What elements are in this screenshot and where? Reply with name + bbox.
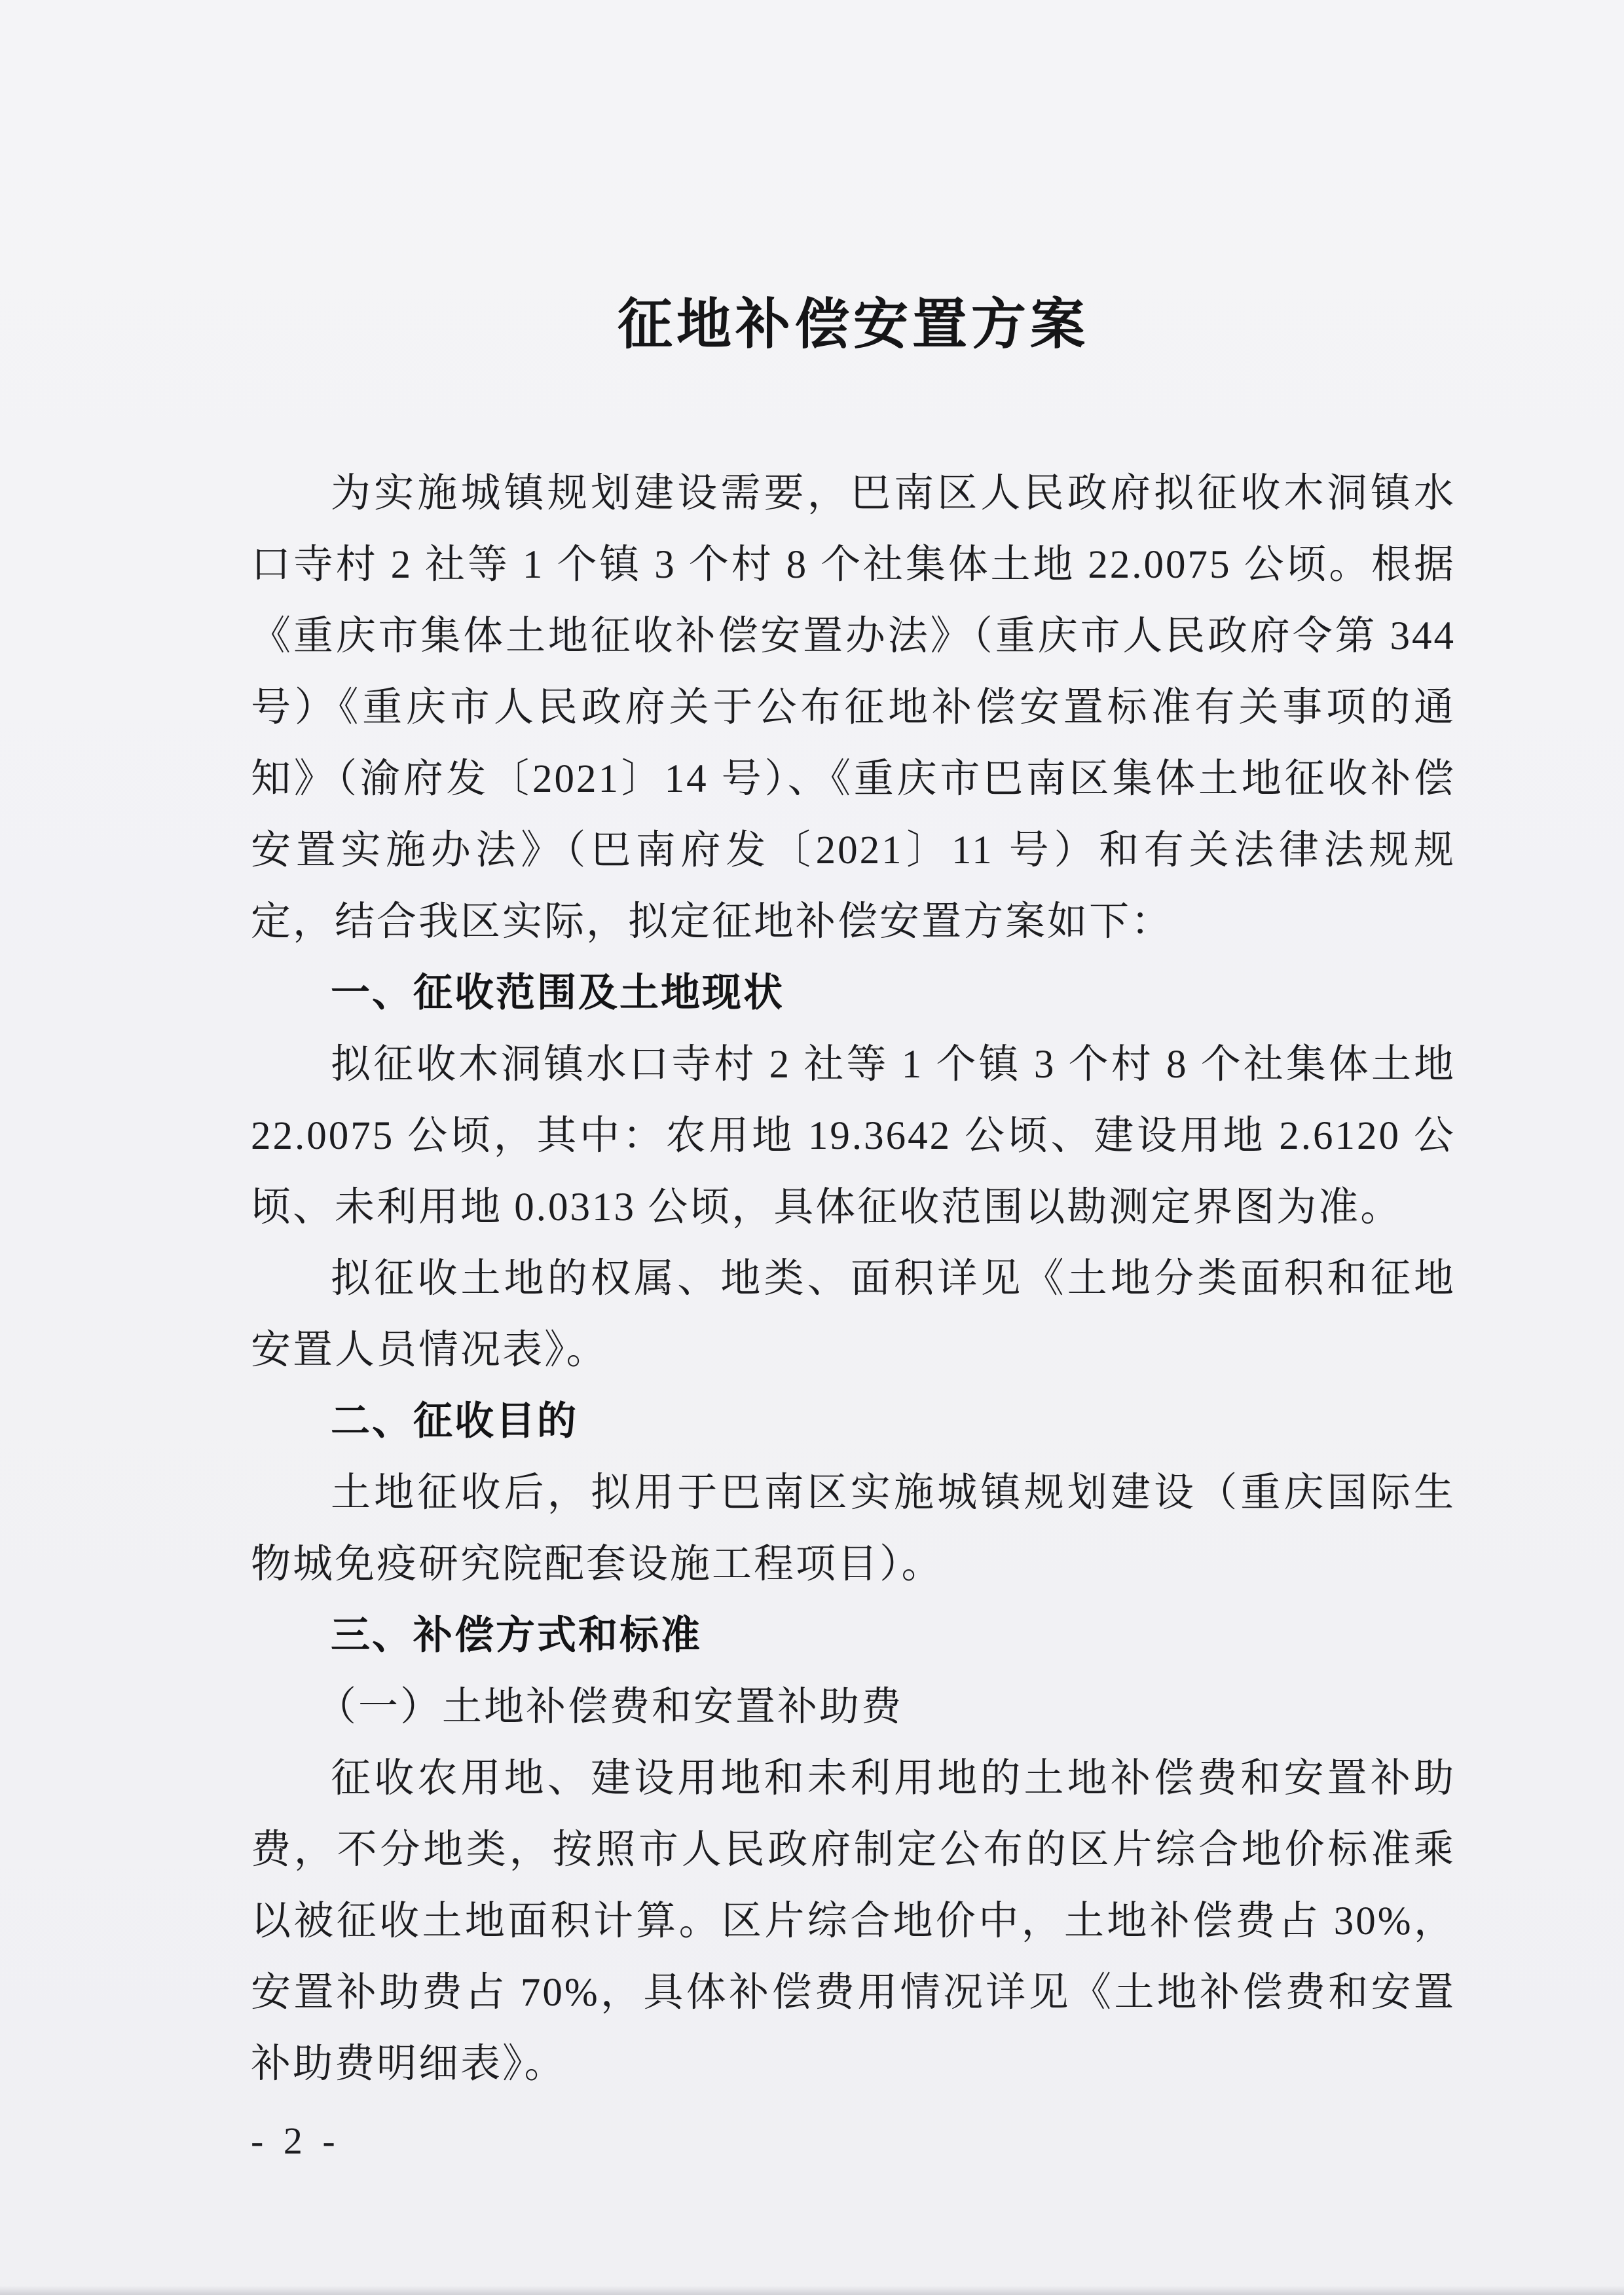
section-1-paragraph-2: 拟征收土地的权属、地类、面积详见《土地分类面积和征地安置人员情况表》。 <box>251 1257 1456 1373</box>
intro-paragraph: 为实施城镇规划建设需要，巴南区人民政府拟征收木洞镇水口寺村 2 社等 1 个镇 3 个村 8 个社集体土地 22.0075 公顷。根据《重庆市集体土地征收补偿安置办法》（重庆市人民政府令第 344 号）《重庆市人民政府关于公布征地补偿安置标准有关事项的通知》（渝府发〔2021〕14 号）、《重庆市巴南区集体土地征收补偿安置实施办法》（巴南府发〔2021〕11 号）和有关法律法规规定，结合我区实际，拟定征地补偿安置方案如下： <box>251 472 1456 944</box>
page-number: - 2 - <box>251 2119 341 2162</box>
section-2-paragraph-1: 土地征收后，拟用于巴南区实施城镇规划建设（重庆国际生物城免疫研究院配套设施工程项目）。 <box>251 1471 1456 1587</box>
section-3-subheading-1: （一）土地补偿费和安置补助费 <box>316 1685 904 1730</box>
document-title: 征地补偿安置方案 <box>617 291 1089 356</box>
document-body <box>251 288 1456 2100</box>
page-bottom-edge <box>0 2286 1624 2295</box>
section-3-sub-1-paragraph-1: 征收农用地、建设用地和未利用地的土地补偿费和安置补助费，不分地类，按照市人民政府制定公布的区片综合地价标准乘以被征收土地面积计算。区片综合地价中，土地补偿费占 30%，安置补助费占 70%，具体补偿费用情况详见《土地补偿费和安置补助费明细表》。 <box>251 1757 1456 2087</box>
section-1-heading: 一、征收范围及土地现状 <box>331 970 784 1017</box>
section-1-paragraph-1: 拟征收木洞镇水口寺村 2 社等 1 个镇 3 个村 8 个社集体土地 22.0075 公顷，其中：农用地 19.3642 公顷、建设用地 2.6120 公顷、未利用地 0.0313 公顷，具体征收范围以勘测定界图为准。 <box>251 1043 1456 1230</box>
section-2-heading: 二、征收目的 <box>331 1398 578 1445</box>
section-3-heading: 三、补偿方式和标准 <box>331 1613 702 1659</box>
